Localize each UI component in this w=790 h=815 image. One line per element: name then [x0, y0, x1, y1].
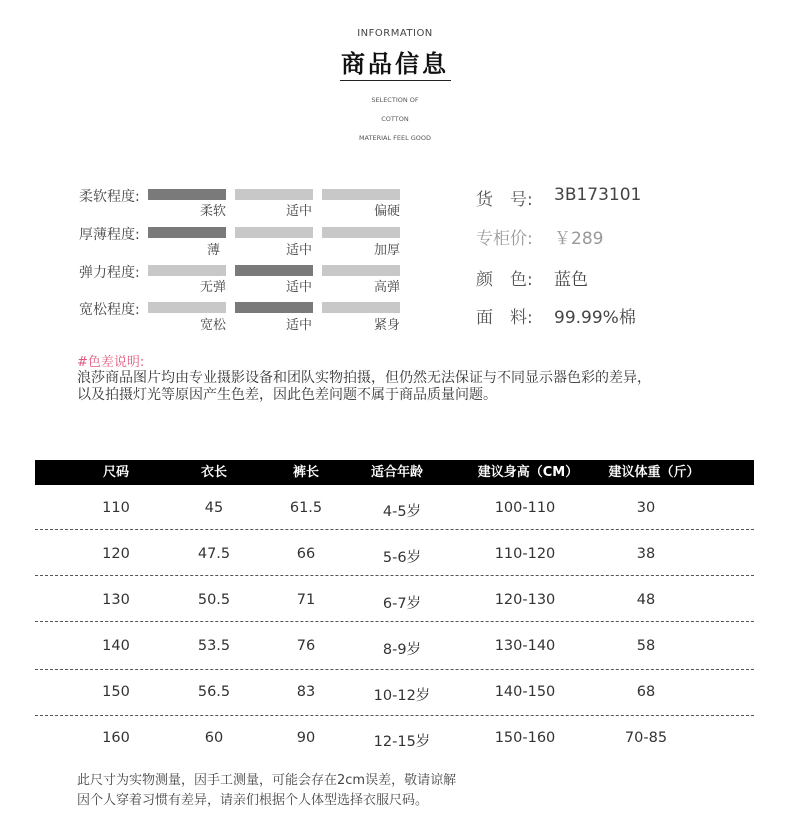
cell-height: 140-150 [494, 684, 556, 700]
cell-top-length: 56.5 [197, 684, 231, 700]
sku-value: 3B173101 [554, 185, 642, 205]
attr-option: 薄 [206, 243, 220, 258]
cell-height: 100-110 [494, 500, 556, 516]
th-height: 建议身高（CM） [477, 465, 579, 480]
cell-weight: 68 [636, 684, 656, 700]
cell-weight: 58 [636, 638, 656, 654]
attr-bar [235, 302, 313, 313]
color-label: 颜 色: [476, 270, 533, 290]
attr-option: 加厚 [373, 243, 400, 258]
th-top-length: 衣长 [200, 465, 227, 480]
attr-bar [148, 227, 226, 238]
subtitle-line-1: SELECTION OF [371, 96, 419, 104]
attr-option: 适中 [285, 280, 312, 295]
sku-label: 货 号: [476, 190, 533, 210]
attr-option: 适中 [285, 243, 312, 258]
attr-option: 无弹 [199, 280, 226, 295]
row-divider [35, 575, 754, 576]
attr-bar [322, 189, 400, 200]
footer-note-1: 此尺寸为实物测量，因手工测量，可能会存在2cm误差，敬请谅解 [77, 773, 457, 788]
th-pants-length: 裤长 [292, 465, 319, 480]
subtitle-line-3: MATERIAL FEEL GOOD [358, 134, 432, 142]
color-value: 蓝色 [554, 270, 588, 290]
cell-size: 110 [102, 500, 130, 516]
color-note-title: #色差说明: [77, 355, 145, 370]
cell-height: 130-140 [494, 638, 556, 654]
cell-size: 140 [102, 638, 130, 654]
cell-pants-length: 83 [296, 684, 316, 700]
footer-note-2: 因个人穿着习惯有差异，请亲们根据个人体型选择衣服尺码。 [77, 793, 429, 808]
attr-bar [235, 227, 313, 238]
color-note-line-2: 以及拍摄灯光等原因产生色差，因此色差问题不属于商品质量问题。 [77, 387, 497, 403]
attr-option: 适中 [285, 204, 312, 219]
title-underline [340, 80, 451, 81]
attr-label-fit: 宽松程度: [79, 302, 140, 318]
price-label: 专柜价: [476, 229, 533, 249]
cell-age: 4-5岁 [382, 504, 422, 520]
cell-top-length: 60 [204, 730, 224, 746]
cell-age: 8-9岁 [382, 642, 422, 658]
row-divider [35, 621, 754, 622]
th-age: 适合年龄 [370, 465, 423, 480]
attr-bar [235, 189, 313, 200]
attr-option: 柔软 [199, 204, 226, 219]
cell-height: 150-160 [494, 730, 556, 746]
section-eyebrow: INFORMATION [357, 28, 433, 39]
cell-size: 150 [102, 684, 130, 700]
attr-option: 宽松 [199, 318, 226, 333]
attr-label-thickness: 厚薄程度: [79, 227, 140, 243]
page-title: 商品信息 [341, 50, 449, 78]
cell-age: 10-12岁 [373, 688, 431, 704]
price-value: ￥289 [554, 229, 604, 249]
fabric-value: 99.99%棉 [554, 308, 636, 328]
row-divider [35, 669, 754, 670]
cell-weight: 38 [636, 546, 656, 562]
cell-size: 120 [102, 546, 130, 562]
cell-size: 160 [102, 730, 130, 746]
th-weight: 建议体重（斤） [608, 465, 700, 480]
attr-bar [235, 265, 313, 276]
cell-height: 110-120 [494, 546, 556, 562]
cell-pants-length: 76 [296, 638, 316, 654]
cell-top-length: 53.5 [197, 638, 231, 654]
attr-label-softness: 柔软程度: [79, 189, 140, 205]
cell-top-length: 47.5 [197, 546, 231, 562]
cell-pants-length: 90 [296, 730, 316, 746]
subtitle-line-2: COTTON [381, 115, 409, 123]
attr-bar [322, 227, 400, 238]
attr-option: 紧身 [373, 318, 400, 333]
cell-height: 120-130 [494, 592, 556, 608]
cell-size: 130 [102, 592, 130, 608]
fabric-label: 面 料: [476, 308, 533, 328]
cell-age: 12-15岁 [373, 734, 431, 750]
cell-pants-length: 71 [296, 592, 316, 608]
row-divider [35, 715, 754, 716]
attr-bar [322, 265, 400, 276]
row-divider [35, 529, 754, 530]
cell-top-length: 45 [204, 500, 224, 516]
cell-age: 6-7岁 [382, 596, 422, 612]
cell-pants-length: 66 [296, 546, 316, 562]
cell-weight: 48 [636, 592, 656, 608]
cell-pants-length: 61.5 [289, 500, 323, 516]
cell-top-length: 50.5 [197, 592, 231, 608]
attr-label-elasticity: 弹力程度: [79, 265, 140, 281]
attr-bar [322, 302, 400, 313]
attr-option: 高弹 [373, 280, 400, 295]
attr-bar [148, 189, 226, 200]
cell-age: 5-6岁 [382, 550, 422, 566]
cell-weight: 30 [636, 500, 656, 516]
th-size: 尺码 [102, 465, 129, 480]
attr-bar [148, 265, 226, 276]
attr-bar [148, 302, 226, 313]
cell-weight: 70-85 [624, 730, 668, 746]
color-note-line-1: 浪莎商品图片均由专业摄影设备和团队实物拍摄，但仍然无法保证与不同显示器色彩的差异， [77, 370, 651, 386]
attr-option: 适中 [285, 318, 312, 333]
attr-option: 偏硬 [373, 204, 400, 219]
